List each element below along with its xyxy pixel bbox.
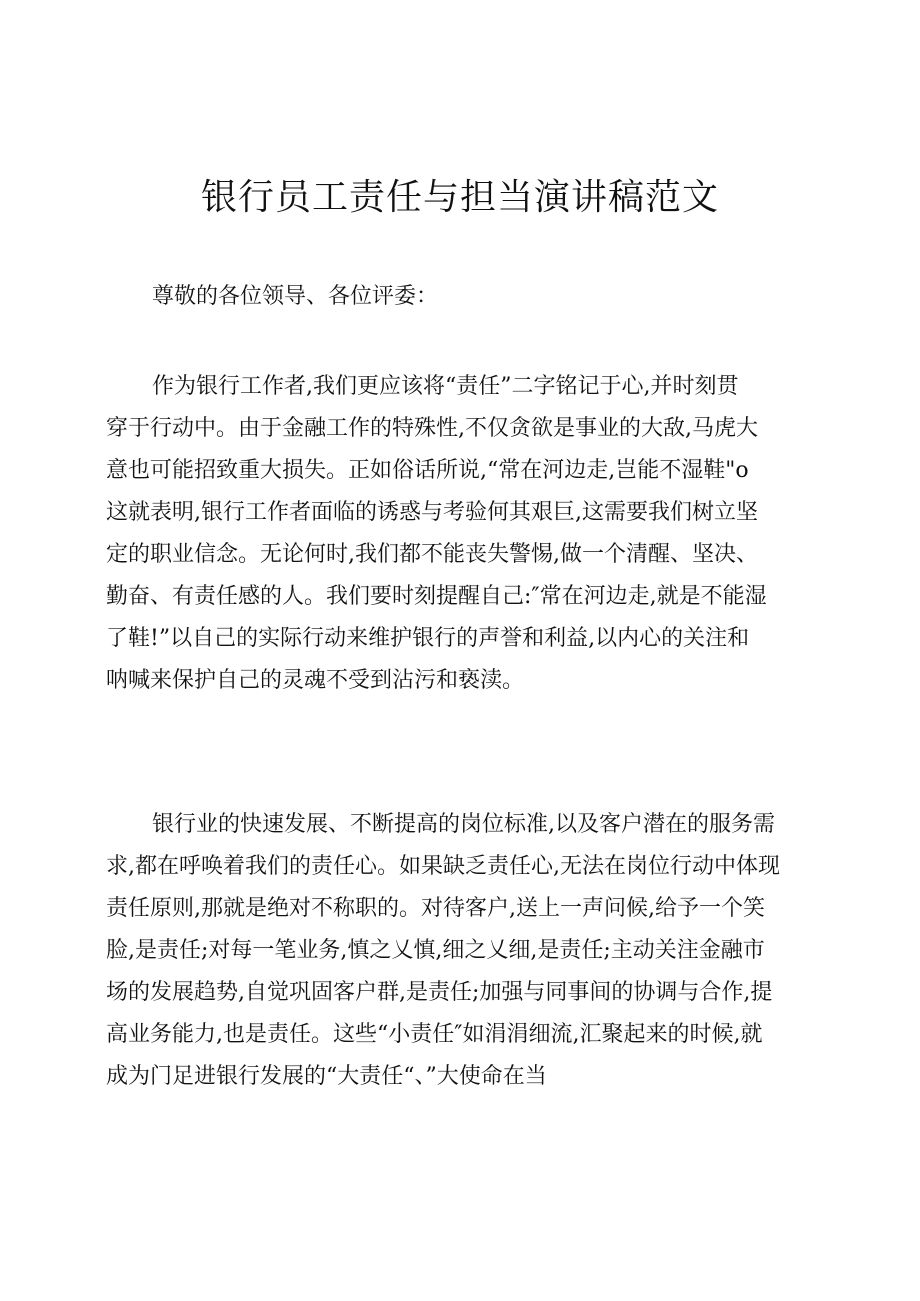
paragraph-line: 责任原则,那就是绝对不称职的。对待客户,送上一声问候,给予一个笑 — [106, 896, 765, 921]
document-title: 银行员工责任与担当演讲稿范文 — [200, 177, 719, 218]
salutation: 尊敬的各位领导、各位评委： — [152, 284, 439, 309]
paragraph-line: 场的发展趋势,自觉巩固客户群,是责任;加强与同事间的协调与合作,提 — [106, 980, 773, 1005]
paragraph-line: 这就表明,银行工作者面临的诱惑与考验何其艰巨,这需要我们树立坚 — [106, 500, 758, 525]
paragraph-line: 呐喊来保护自己的灵魂不受到沾污和亵渎。 — [106, 668, 525, 693]
paragraph-line: 脸,是责任;对每一笔业务,慎之乂慎,细之乂细,是责任;主动关注金融市 — [106, 938, 765, 963]
paragraph-line: 了鞋!”以自己的实际行动来维护银行的声誉和利益,以内心的关注和 — [106, 626, 750, 651]
paragraph-line: 勤奋、有责任感的人。我们要时刻提醒自己:″常在河边走,就是不能湿 — [106, 584, 767, 609]
paragraph-2 — [106, 804, 826, 1098]
paragraph-1 — [106, 366, 826, 702]
paragraph-line: 银行业的快速发展、不断提高的岗位标准,以及客户潜在的服务需 — [152, 812, 775, 837]
paragraph-line: 定的职业信念。无论何时,我们都不能丧失警惕,做一个清醒、坚决、 — [106, 542, 758, 567]
paragraph-line: 作为银行工作者,我们更应该将“责任”二字铭记于心,并时刻贯 — [152, 374, 739, 399]
paragraph-line: 成为门足进银行发展的“大责任“、”大使命在当 — [106, 1064, 547, 1089]
paragraph-line: 穿于行动中。由于金融工作的特殊性,不仅贪欲是事业的大敌,马虎大 — [106, 416, 758, 441]
paragraph-line: 意也可能招致重大损失。正如俗话所说,“常在河边走,岂能不湿鞋"o — [106, 458, 749, 483]
paragraph-line: 高业务能力,也是责任。这些“小责任″如涓涓细流,汇聚起来的时候,就 — [106, 1022, 763, 1047]
paragraph-line: 求,都在呼唤着我们的责任心。如果缺乏责任心,无法在岗位行动中体现 — [106, 854, 780, 879]
